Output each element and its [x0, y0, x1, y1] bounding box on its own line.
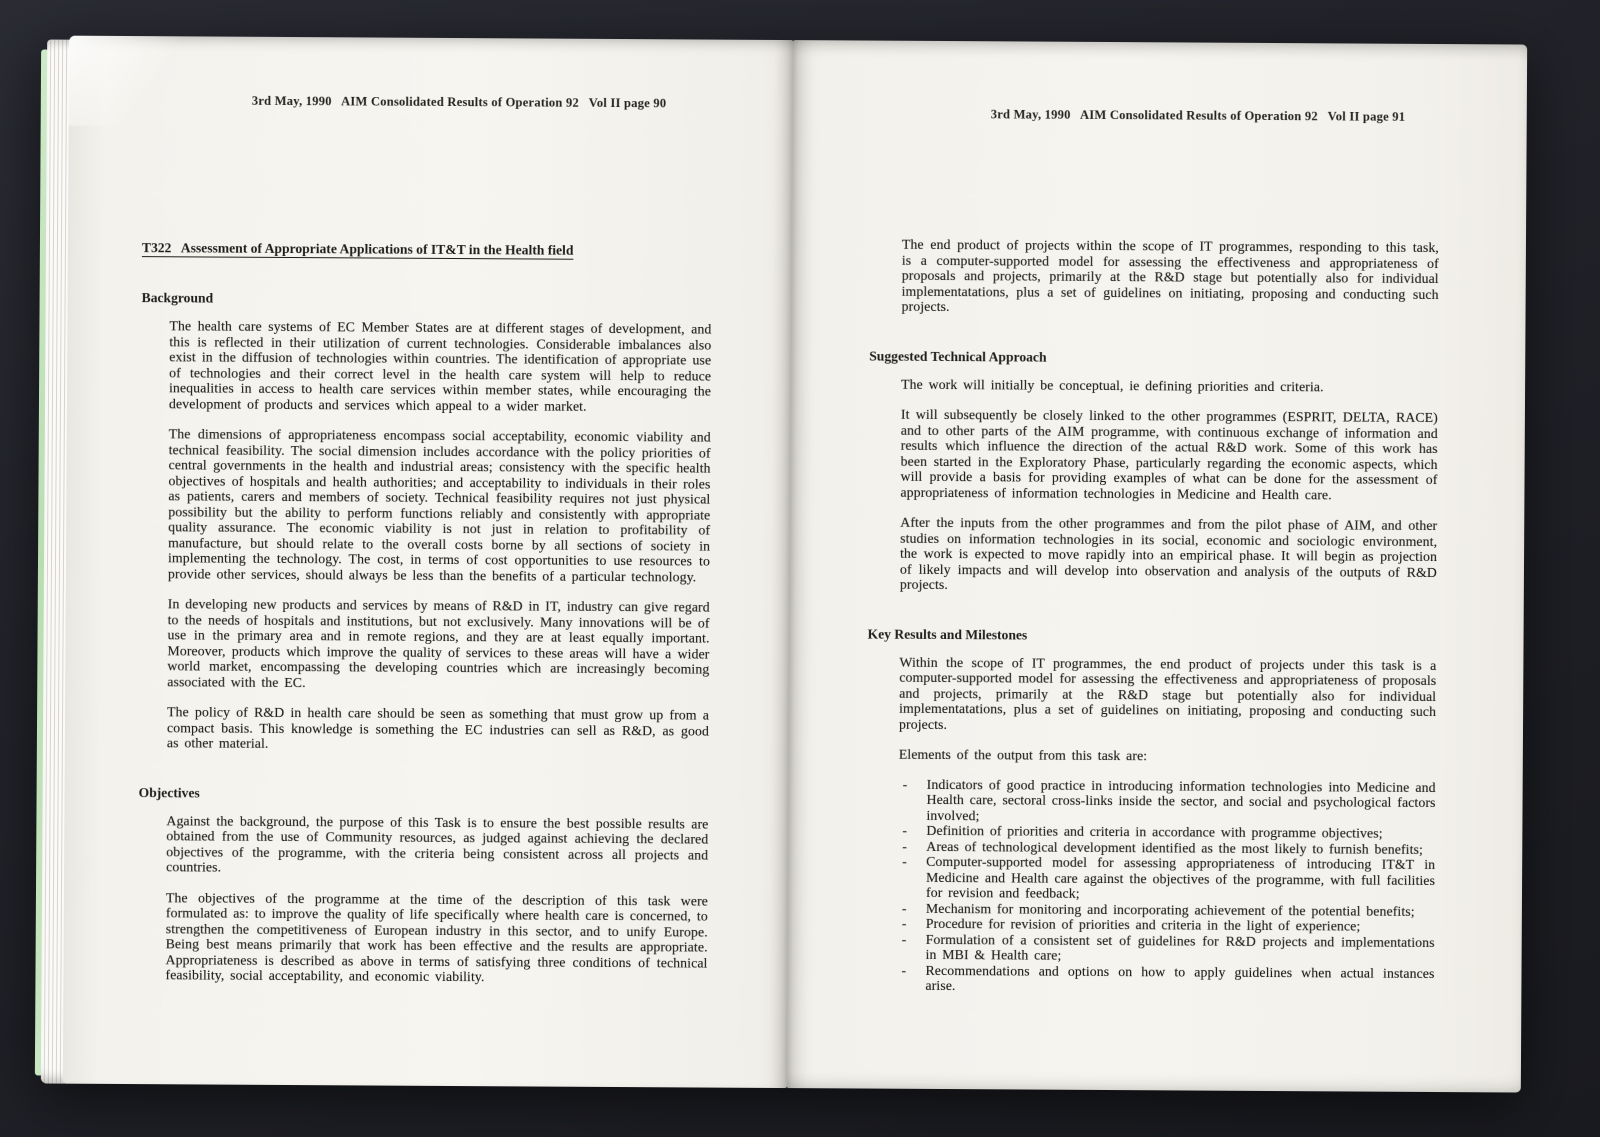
approach-paragraph: After the inputs from the other programmes and from the pilot phase of AIM, and other studies on information technologies in its social, economic and sociologic environment, the work is expected to move rapidly into an empirical phase. It will begin as projection of likely impacts and will develop into observation and analysis of the outputs of R&D projects. — [899, 514, 1438, 593]
open-book-spread — [33, 35, 1527, 1092]
dash-marker: - — [902, 838, 907, 854]
dash-marker: - — [902, 776, 908, 792]
left-page-content — [137, 240, 714, 986]
dash-marker: - — [901, 915, 907, 931]
list-item-text: Recommendations and options on how to apply guidelines when actual instances arise. — [925, 962, 1435, 994]
key-results-heading: Key Results and Milestones — [867, 626, 1028, 643]
objectives-paragraph: Against the background, the purpose of this Task is to ensure the best possible results are obtained from the use of Community resources, as judged against achieving the declared objectives of the programme, with the criteria being consistent across all projects and countries. — [166, 812, 709, 875]
right-page — [787, 40, 1527, 1092]
dash-marker: - — [901, 962, 907, 978]
suggested-technical-approach-heading: Suggested Technical Approach — [869, 348, 1047, 365]
key-results-paragraph: Within the scope of IT programmes, the end product of projects under this task is a computer-supported model for assessing the effectiveness and appropriateness of proposals and projects, primarily at the R&D stage but potentially also for individual implementatations, plus a set of guidelines on initiating, proposing and conducting such projects. — [898, 654, 1437, 732]
output-elements-list — [897, 776, 1435, 996]
dash-marker: - — [901, 900, 907, 916]
list-item-text: Mechanism for monitoring and incorporating achievement of the potential benefits; — [925, 900, 1415, 919]
background-paragraph: The dimensions of appropriateness encompass social acceptability, economic viability and technical feasibility. The social dimension includes accordance with the policy priorities of central governments in the health and industrial areas; consistency with the specific health objectives of hospitals and health authorities; and acceptability to individuals in their roles as patients, carers and members of society. Technical feasibility requires not just physical possibility but the ability to perform functions reliably and consistently with appropriate quality assurance. The economic viability is not just in relation to profitability of manufacture, but should relate to the overall costs borne by all sections of society in implementing the technology. The cost, in terms of cost opportunities to use resources to provide other services, should always be less than the benefits of a particular technology. — [167, 426, 711, 584]
list-item-text: Procedure for revision of priorities and criteria in the light of experience; — [925, 915, 1361, 934]
dash-marker: - — [902, 853, 907, 869]
list-item-text: Computer-supported model for assessing appropriateness of introducing IT&T in Medicine and Health care against the objectives of the programme, with full facilities for revision and feedback; — [925, 853, 1436, 901]
right-page-running-header: 3rd May, 1990 AIM Consolidated Results of Operation 92 Vol II page 91 — [990, 107, 1406, 124]
task-title: T322 Assessment of Appropriate Applications of IT&T in the Health field — [141, 240, 574, 258]
right-page-content — [865, 237, 1440, 997]
left-page — [63, 36, 793, 1088]
list-item — [898, 776, 1435, 826]
background-paragraph: The health care systems of EC Member States are at different stages of development, and this is reflected in their utilization of current technologies. Considerable imbalances also exist in the diffusion of technologies within countries. The identification of appropriate use of technologies and their correct level in the health care system will help to reduce inequalities in access to health care services within member states, while encouraging the development of products and services which appeal to a wider market. — [168, 318, 712, 414]
dash-marker: - — [901, 931, 907, 947]
dash-marker: - — [902, 822, 908, 838]
approach-paragraph: It will subsequently be closely linked to the other programmes (ESPRIT, DELTA, RACE) and to other parts of the AIM programme, with continuous exchange of information and results which influence the direction of the actual R&D work. Some of this work has been started in the Exploratory Phase, particularly regarding the economic aspects, which will provide a basis for providing examples of what can be done for the assessment of appropriateness of information technologies in Medicine and Health care. — [900, 406, 1438, 502]
list-item-text: Formulation of a consistent set of guidelines for R&D projects and implementations in MBI & Health care; — [925, 931, 1435, 963]
list-item — [898, 854, 1435, 904]
approach-paragraph: The work will initially be conceptual, ie defining priorities and criteria. — [901, 376, 1324, 394]
list-item — [898, 931, 1435, 965]
background-paragraph: The policy of R&D in health care should be seen as something that must grow up from a compact basis. This knowledge is something the EC industries can sell as R&D, as good as other material. — [166, 704, 710, 751]
list-item — [897, 962, 1434, 996]
background-heading: Background — [141, 290, 214, 306]
list-item-text: Indicators of good practice in introducing information technologies into Medicine and Health care, sectoral cross-links inside the sector, and social and psychological factors involved; — [926, 776, 1436, 823]
list-item-text: Areas of technological development identified as the most likely to furnish benefits; — [926, 838, 1424, 857]
intro-paragraph: The end product of projects within the scope of IT programmes, responding to this task, is a computer-supported model for assessing the effectiveness and appropriateness of proposals and projects, primarily at the R&D stage but potentially also for individual implementatations, plus a set of guidelines on initiating, proposing and conducting such projects. — [901, 236, 1439, 315]
elements-intro: Elements of the output from this task are: — [898, 746, 1148, 764]
background-paragraph: In developing new products and services by means of R&D in IT, industry can give regard to the needs of hospitals and institutions, but not exclusively. Many innovations will be of use in the primary area and in remote regions, and they are at least equally important. Moreover, products which improve the quality of services to these areas will have a wider world market, encompassing the developing countries which are increasingly becoming associated with the EC. — [167, 596, 710, 690]
objectives-heading: Objectives — [138, 784, 200, 800]
left-page-running-header: 3rd May, 1990 AIM Consolidated Results of Operation 92 Vol II page 90 — [251, 93, 667, 111]
list-item-text: Definition of priorities and criteria in accordance with programme objectives; — [926, 822, 1383, 841]
objectives-paragraph: The objectives of the programme at the time of the description of this task were formulated as: to improve the quality of life specifically where health care is concerned, to strengthen the competitiveness of European industry in this sector, and to unify Europe. Being best means primarily that work has been effective and the results are appropriate. Appropriateness is described as above in terms of satisfying three conditions of technical feasibility, social acceptability, and economic viability. — [165, 889, 708, 985]
